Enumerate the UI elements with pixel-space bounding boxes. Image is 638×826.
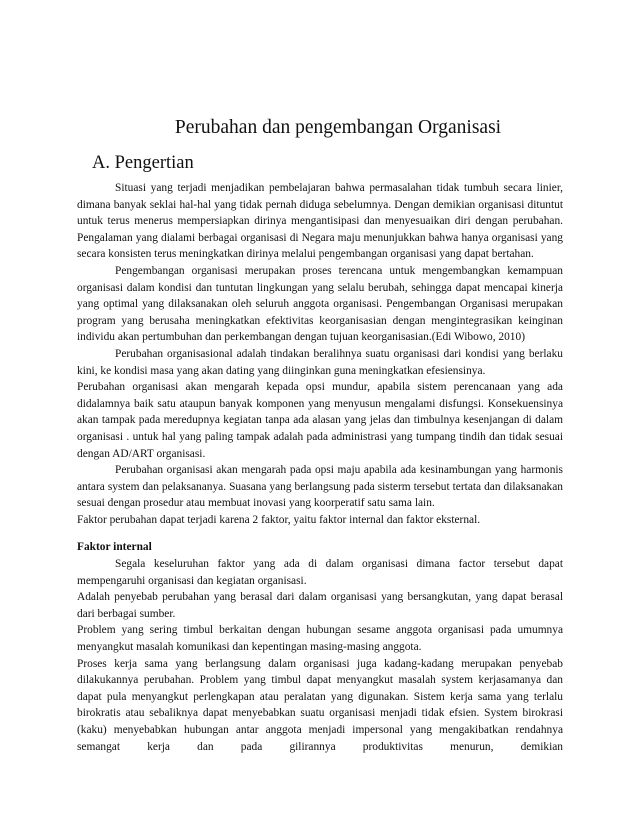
paragraph: Problem yang sering timbul berkaitan dengan hubungan sesame anggota organisasi pada umumnya menyangkut masalah komunikasi dan kepentingan masing-masing anggota. xyxy=(77,624,563,654)
paragraph: Situasi yang terjadi menjadikan pembelajaran bahwa permasalahan tidak tumbuh secara linier, dimana banyak seklai hal-hal yang tidak pernah diduga sebelumnya. Dengan demikian organisasi dituntut untuk terus menerus mempersiapkan dirinya mengantisipasi dan menyesuaikan diri dengan perubahan. Pengalaman yang dialami berbagai organisasi di Negara maju menunjukkan bahwa hanya organisasi yang secara konsisten terus meningkatkan dirinya melalui pengembangan organisasi yang dapat bertahan. xyxy=(77,182,563,261)
paragraph: Perubahan organisasional adalah tindakan beralihnya suatu organisasi dari kondisi yang berlaku kini, ke kondisi masa yang akan dating yang diinginkan guna meningkatkan efesiensinya. xyxy=(77,347,563,377)
paragraph: Faktor perubahan dapat terjadi karena 2 faktor, yaitu faktor internal dan faktor eksternal. xyxy=(77,513,481,526)
paragraph: Adalah penyebab perubahan yang berasal dari dalam organisasi yang bersangkutan, yang dapat berasal dari berbagai sumber. xyxy=(77,591,563,620)
document-title: Perubahan dan pengembangan Organisasi xyxy=(174,117,502,138)
subheading: Faktor internal xyxy=(77,541,152,554)
paragraph: Segala keseluruhan faktor yang ada di dalam organisasi dimana factor tersebut dapat mempengaruhi organisasi dan kegiatan organisasi. xyxy=(77,558,563,587)
document-body xyxy=(77,180,563,755)
paragraph: Proses kerja sama yang berlangsung dalam organisasi juga kadang-kadang merupakan penyebab dilakukannya perubahan. Problem yang timbul dapat menyangkut masalah system kerjasamanya dan dapat pula menyangkut perlengkapan atau peralatan yang digunakan. Sistem kerja sama yang terlalu birokratis atau sebaliknya dapat menyebabkan suatu organisasi menjadi tidak efsien. System birokrasi (kaku) menyebabkan hubungan antar anggota menjadi impersonal yang mengakibatkan rendahnya semangat kerja dan pada gilirannya produktivitas menurun, demikian xyxy=(77,657,563,753)
section-heading: A. Pengertian xyxy=(92,153,194,173)
paragraph: Pengembangan organisasi merupakan proses terencana untuk mengembangkan kemampuan organisasi dalam kondisi dan tuntutan lingkungan yang selalu berubah, sehingga dapat mencapai kinerja yang optimal yang dilaksanakan oleh seluruh anggota organisasi. Pengembangan Organisasi merupakan program yang berusaha meningkatkan efektivitas keorganisasian dengan mengintegrasikan keinginan individu akan pertumbuhan dan perkembangan dengan tujuan keorganisasian.(Edi Wibowo, 2010) xyxy=(77,264,563,344)
paragraph: Perubahan organisasi akan mengarah kepada opsi mundur, apabila sistem perencanaan yang ada didalamnya baik satu ataupun banyak komponen yang menyusun mengalami disfungsi. Konsekuensinya akan tampak pada meredupnya kegiatan tanpa ada alasan yang jelas dan timbulnya kesenjangan di dalam organisasi . untuk hal yang paling tampak adalah pada administrasi yang tumpang tindih dan tidak sesuai dengan AD/ART organisasi. xyxy=(77,381,563,460)
paragraph: Perubahan organisasi akan mengarah pada opsi maju apabila ada kesinambungan yang harmonis antara system dan pelaksananya. Suasana yang berlangsung pada sisterm tersebut tertata dan dilaksanakan sesuai dengan prosedur atau membuat inovasi yang koorperatif satu sama lain. xyxy=(77,464,563,510)
